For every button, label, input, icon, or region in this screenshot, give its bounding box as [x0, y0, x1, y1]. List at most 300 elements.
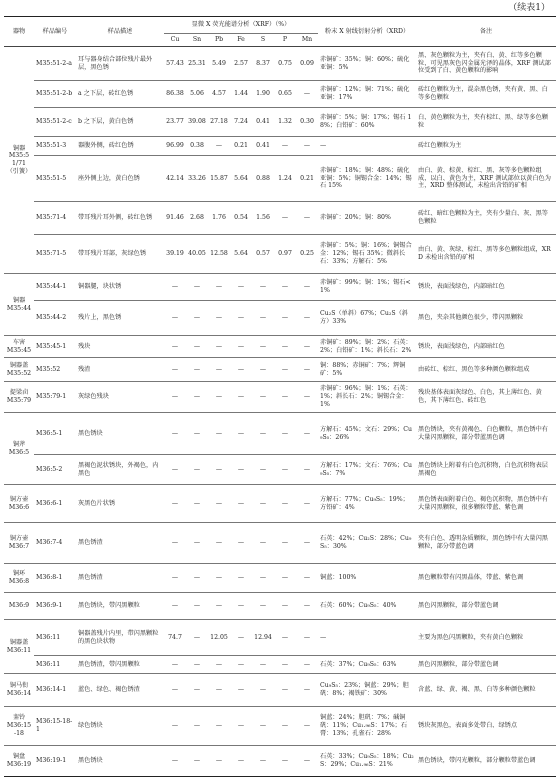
xrf-cu: — — [164, 707, 186, 746]
xrf-p: — — [274, 413, 296, 455]
header-row — [4, 17, 556, 34]
sample-description: 带耳残片耳部，灰绿色锈 — [76, 235, 164, 274]
sample-id: M36:9-1 — [34, 593, 76, 620]
remarks: 黑色闪黑颗粒，部分带蓝色调 — [416, 656, 556, 674]
xrf-sn: — — [186, 336, 208, 358]
xrf-fe: — — [230, 746, 252, 777]
xrf-fe: — — [230, 564, 252, 593]
sample-id: M35:51-2-c — [34, 108, 76, 137]
xrf-mn: — — [296, 485, 318, 523]
xrf-fe: — — [230, 336, 252, 358]
xrf-mn: — — [296, 382, 318, 413]
artifact-number: M36:7 — [8, 543, 30, 550]
xrf-s: — — [252, 674, 274, 707]
xrf-p: — — [274, 274, 296, 301]
sample-description: 灰黑色片状锈 — [76, 485, 164, 523]
xrf-p: — — [274, 202, 296, 235]
table-header — [4, 17, 556, 47]
artifact-name: 铜斧 — [12, 440, 26, 448]
xrf-p: — — [274, 656, 296, 674]
xrd-result: 铜蓝：24%；胆矾：7%；碱铜矾：11%；Cu₁.₉₆S：17%；石膏：13%；孔雀石：28% — [318, 707, 416, 746]
sample-id: M35:51-3 — [34, 137, 76, 156]
xrf-cu: — — [164, 746, 186, 777]
xrf-mn: 0.30 — [296, 108, 318, 137]
sample-row — [4, 656, 556, 674]
xrf-s: — — [252, 523, 274, 564]
remarks: 黑、灰色颗粒为主，夹有白、黄、红等多色颗粒，可见黑灰色闪金属光泽的晶体，XRF 测试部位受到了白、黄色颗粒的影响 — [416, 47, 556, 81]
sample-row — [4, 235, 556, 274]
xrf-cu: — — [164, 413, 186, 455]
xrf-cu: 23.77 — [164, 108, 186, 137]
xrf-sn: — — [186, 674, 208, 707]
artifact-name: 车害 — [12, 338, 26, 346]
header-remarks: 备注 — [416, 17, 556, 47]
xrf-cu: — — [164, 674, 186, 707]
xrf-pb: 12.05 — [208, 620, 230, 656]
analysis-table — [4, 16, 556, 777]
xrd-result: 赤铜矿：35%；铜：60%；硫化亚铜：5% — [318, 47, 416, 81]
sample-description: 黑色锈渣 — [76, 564, 164, 593]
artifact-name: 铜器 — [12, 144, 26, 152]
remarks: 黑色锈块上附着有白色沉积物，白色沉积物表层黑褐色 — [416, 455, 556, 485]
header-element-cu: Cu — [164, 34, 186, 47]
xrf-mn: 0.25 — [296, 235, 318, 274]
xrf-p: — — [274, 301, 296, 336]
xrf-pb: 15.87 — [208, 156, 230, 202]
xrf-s: — — [252, 485, 274, 523]
xrf-mn: — — [296, 81, 318, 108]
xrf-pb: — — [208, 707, 230, 746]
xrf-pb: — — [208, 301, 230, 336]
xrd-result: 石英：60%；Cu₉S₅：40% — [318, 593, 416, 620]
xrd-result: 方解石：45%；文石：29%；Cu₉S₅：26% — [318, 413, 416, 455]
remarks: 由砖红、棕红、黑色等多种颜色颗粒组成 — [416, 358, 556, 382]
xrf-cu: — — [164, 656, 186, 674]
xrf-s: — — [252, 382, 274, 413]
remarks: 由白、黄、灰绿、棕红、黑等多色颗粒组成，XRD 未检出含铅的矿相 — [416, 235, 556, 274]
sample-id: M35:51-2-a — [34, 47, 76, 81]
sample-row — [4, 108, 556, 137]
xrf-cu: — — [164, 523, 186, 564]
xrf-cu: 86.38 — [164, 81, 186, 108]
xrf-fe: — — [230, 274, 252, 301]
xrf-sn: — — [186, 274, 208, 301]
sample-id: M35:71-4 — [34, 202, 76, 235]
xrf-cu: — — [164, 455, 186, 485]
xrd-result: 赤铜矿：99%；铜：1%；锡石<1% — [318, 274, 416, 301]
xrf-pb: — — [208, 485, 230, 523]
xrf-p: — — [274, 485, 296, 523]
sample-description: a 之下层，砖红色锈 — [76, 81, 164, 108]
xrf-mn: — — [296, 413, 318, 455]
sample-row — [4, 137, 556, 156]
xrf-s: — — [252, 455, 274, 485]
sample-id: M35:79-1 — [34, 382, 76, 413]
xrf-s: 0.41 — [252, 108, 274, 137]
remarks: 残块基体表面灰绿色、白色，其上薄红色、黄色，其下薄红色、砖红色 — [416, 382, 556, 413]
artifact-cell — [4, 274, 34, 336]
xrf-s: 12.94 — [252, 620, 274, 656]
xrf-sn: — — [186, 656, 208, 674]
xrd-result: 铜蓝：100% — [318, 564, 416, 593]
xrf-fe: — — [230, 674, 252, 707]
xrf-pb: — — [208, 382, 230, 413]
sample-description: 绿色锈块 — [76, 707, 164, 746]
sample-description: 黑色锈渣 — [76, 523, 164, 564]
table-body — [4, 47, 556, 777]
xrf-mn: — — [296, 301, 318, 336]
artifact-cell — [4, 707, 34, 746]
xrd-result: 石英：37%；Cu₉S₅：63% — [318, 656, 416, 674]
xrf-mn: — — [296, 202, 318, 235]
xrf-p: — — [274, 746, 296, 777]
xrd-result: — — [318, 137, 416, 156]
artifact-cell — [4, 358, 34, 382]
xrf-s: — — [252, 656, 274, 674]
sample-row — [4, 523, 556, 564]
sample-row — [4, 336, 556, 358]
artifact-name: 铜器盖 — [9, 361, 29, 369]
artifact-number: M36:14 — [6, 690, 32, 697]
xrf-sn: — — [186, 564, 208, 593]
sample-description: 铜器盖残片内里，带闪黑颗粒的黑色块状物 — [76, 620, 164, 656]
sample-id: M36:11 — [34, 620, 76, 656]
xrf-fe: — — [230, 707, 252, 746]
header-element-s: S — [252, 34, 274, 47]
header-artifact: 器物 — [4, 17, 34, 47]
artifact-name: 铜方壶 — [9, 535, 29, 543]
artifact-name: 銮铃 — [12, 714, 26, 722]
xrf-pb: 5.49 — [208, 47, 230, 81]
artifact-cell — [4, 746, 34, 777]
artifact-cell — [4, 413, 34, 485]
artifact-number: M35:79 — [6, 397, 32, 404]
xrd-result: 赤铜矿：89%；铜：2%；石英：2%；白铅矿：1%；斜长石：2% — [318, 336, 416, 358]
xrf-cu: 91.46 — [164, 202, 186, 235]
xrf-cu: 42.14 — [164, 156, 186, 202]
remarks: 主要为黑色闪黑颗粒，夹有黄白色颗粒 — [416, 620, 556, 656]
xrf-p: — — [274, 707, 296, 746]
sample-id: M36:5-2 — [34, 455, 76, 485]
xrd-result: — — [318, 620, 416, 656]
sample-description: 器腹外侧，砖红色锈 — [76, 137, 164, 156]
sample-description: 座外侧上边，黄白色锈 — [76, 156, 164, 202]
xrf-pb: 12.58 — [208, 235, 230, 274]
xrf-cu: 74.7 — [164, 620, 186, 656]
remarks: 夹有白色、透明杂质颗粒，黑色锈中有大量闪黑颗粒，部分带蓝色调 — [416, 523, 556, 564]
xrf-p: 0.97 — [274, 235, 296, 274]
xrd-result: 赤铜矿：5%；铜：17%；锡石 18%；白铅矿：60% — [318, 108, 416, 137]
xrd-result: Cu₂S（单斜）67%；Cu₂S（斜方）33% — [318, 301, 416, 336]
xrf-pb: — — [208, 137, 230, 156]
xrf-sn: — — [186, 455, 208, 485]
xrf-p: 1.24 — [274, 156, 296, 202]
sample-row — [4, 564, 556, 593]
xrf-mn: — — [296, 746, 318, 777]
xrf-fe: — — [230, 620, 252, 656]
header-element-mn: Mn — [296, 34, 318, 47]
sample-description: 残渣 — [76, 358, 164, 382]
xrf-mn: — — [296, 564, 318, 593]
remarks: 黑色闪黑颗粒，部分带蓝色调 — [416, 593, 556, 620]
xrd-result: 方解石：77%；Cu₉S₅：19%；方铅矿：4% — [318, 485, 416, 523]
xrf-fe: 0.21 — [230, 137, 252, 156]
xrf-mn: — — [296, 336, 318, 358]
artifact-name: 铜环 — [12, 570, 26, 578]
remarks: 黑色锈块，带闪光颗粒，部分颗粒带蓝色调 — [416, 746, 556, 777]
artifact-cell — [4, 564, 34, 593]
sample-description: 铜器腿，块状锈 — [76, 274, 164, 301]
sample-description: 带耳残片耳外侧，砖红色锈 — [76, 202, 164, 235]
artifact-number: M35:44 — [6, 304, 32, 312]
xrf-sn: 39.08 — [186, 108, 208, 137]
xrf-s: 0.88 — [252, 156, 274, 202]
xrf-s: 0.57 — [252, 235, 274, 274]
xrf-cu: 39.19 — [164, 235, 186, 274]
xrf-p: — — [274, 382, 296, 413]
artifact-note: （引簧） — [6, 167, 32, 175]
xrd-result: 方解石：17%；文石：76%；Cu₉S₅：7% — [318, 455, 416, 485]
sample-row — [4, 674, 556, 707]
sample-row — [4, 620, 556, 656]
sample-row — [4, 358, 556, 382]
xrf-s: 1.56 — [252, 202, 274, 235]
xrf-s: 0.41 — [252, 137, 274, 156]
xrf-p: — — [274, 455, 296, 485]
xrf-fe: — — [230, 523, 252, 564]
xrf-cu: — — [164, 358, 186, 382]
header-element-p: P — [274, 34, 296, 47]
xrf-sn: — — [186, 301, 208, 336]
xrf-fe: — — [230, 593, 252, 620]
sample-row — [4, 202, 556, 235]
xrf-pb: 1.76 — [208, 202, 230, 235]
sample-row — [4, 81, 556, 108]
xrf-s: — — [252, 564, 274, 593]
sample-id: M35:45-1 — [34, 336, 76, 358]
xrf-mn: — — [296, 137, 318, 156]
artifact-name: 铜方壶 — [9, 495, 29, 503]
remarks: 由白、黄、棕黄、棕红、黑、灰等多色颗粒组成，以白、黄色为主，XRF 测试部位以黄白色为主，XRD 整体测试，未检出含铅的矿相 — [416, 156, 556, 202]
artifact-cell — [4, 485, 34, 523]
remarks: 白、黄色颗粒为主，夹有棕红、黑、绿等多色颗粒 — [416, 108, 556, 137]
sample-id: M36:6-1 — [34, 485, 76, 523]
xrf-s: — — [252, 707, 274, 746]
xrf-fe: 5.64 — [230, 156, 252, 202]
xrf-cu: 96.99 — [164, 137, 186, 156]
artifact-number: M36:15-18 — [6, 722, 32, 737]
artifact-cell — [4, 382, 34, 413]
xrf-p: — — [274, 358, 296, 382]
xrd-result: Cu₉S₅：23%；铜蓝：29%；胆矾：8%；褐铁矿：30% — [318, 674, 416, 707]
artifact-number: M36:8 — [8, 578, 30, 585]
remarks: 锈块，表面浅绿色，内部暗红色 — [416, 336, 556, 358]
xrf-mn: — — [296, 707, 318, 746]
xrf-sn: — — [186, 382, 208, 413]
xrf-sn: — — [186, 746, 208, 777]
artifact-cell — [4, 47, 34, 274]
xrf-mn: — — [296, 593, 318, 620]
xrf-pb: — — [208, 274, 230, 301]
xrf-fe: 1.44 — [230, 81, 252, 108]
sample-description: 黑褐色泥状锈块，外褐色，内黑色 — [76, 455, 164, 485]
xrf-pb: — — [208, 358, 230, 382]
sample-row — [4, 707, 556, 746]
sample-row — [4, 593, 556, 620]
sample-description: 耳与器身结合部位残片最外层，黑色锈 — [76, 47, 164, 81]
xrf-pb: — — [208, 564, 230, 593]
xrf-cu: — — [164, 485, 186, 523]
artifact-number: M36:19 — [6, 761, 32, 768]
xrf-mn: — — [296, 274, 318, 301]
artifact-cell — [4, 620, 34, 674]
xrf-sn: 33.26 — [186, 156, 208, 202]
xrf-s: — — [252, 301, 274, 336]
xrf-p: 1.32 — [274, 108, 296, 137]
xrf-sn: — — [186, 358, 208, 382]
sample-id: M36:11 — [34, 656, 76, 674]
header-element-fe: Fe — [230, 34, 252, 47]
sample-id: M36:7-4 — [34, 523, 76, 564]
xrf-p: 0.75 — [274, 47, 296, 81]
xrf-cu: — — [164, 274, 186, 301]
xrf-sn: — — [186, 485, 208, 523]
xrf-mn: 0.21 — [296, 156, 318, 202]
xrf-mn: — — [296, 523, 318, 564]
xrf-s: — — [252, 274, 274, 301]
remarks: 砖红、暗红色颗粒为主，夹有少量白、灰、黑等色颗粒 — [416, 202, 556, 235]
artifact-number: M36:9 — [8, 602, 30, 610]
artifact-name: 提梁卣 — [9, 389, 29, 397]
artifact-number: M36:5 — [8, 448, 30, 456]
sample-row — [4, 301, 556, 336]
remarks: 锈块，表面浅绿色，内部暗红色 — [416, 274, 556, 301]
artifact-number: M36:11 — [6, 646, 32, 654]
sample-id: M36:15-18-1 — [34, 707, 76, 746]
sample-id: M35:71-5 — [34, 235, 76, 274]
sample-row — [4, 746, 556, 777]
sample-description: 黑色锈渣，带闪黑颗粒 — [76, 656, 164, 674]
artifact-cell — [4, 523, 34, 564]
artifact-number: M35:52 — [6, 369, 32, 377]
xrf-p: — — [274, 137, 296, 156]
sample-id: M35:51-5 — [34, 156, 76, 202]
sample-description: 灰绿色残块 — [76, 382, 164, 413]
sample-id: M35:44-2 — [34, 301, 76, 336]
xrf-sn: — — [186, 593, 208, 620]
remarks: 黑色锈块，夹有黄褐色、白色颗粒，黑色锈中有大量闪黑颗粒，部分带蓝黑色调 — [416, 413, 556, 455]
xrf-fe: — — [230, 382, 252, 413]
artifact-cell — [4, 593, 34, 620]
xrf-fe: 2.57 — [230, 47, 252, 81]
xrf-mn: — — [296, 455, 318, 485]
xrf-p: 0.65 — [274, 81, 296, 108]
artifact-name: 铜马衔 — [9, 682, 29, 690]
sample-id: M36:5-1 — [34, 413, 76, 455]
xrd-result: 赤铜矿：20%；铜：80% — [318, 202, 416, 235]
artifact-cell — [4, 674, 34, 707]
sample-description: 残块 — [76, 336, 164, 358]
remarks: 锈块灰黑色，表面多处带白、绿锈点 — [416, 707, 556, 746]
remarks: 砖红色颗粒为主，混杂黑色锈，夹有黄、黑、白等多色颗粒 — [416, 81, 556, 108]
xrf-fe: 5.64 — [230, 235, 252, 274]
remarks: 黑色，夹杂其他颜色很少，带闪黑颗粒 — [416, 301, 556, 336]
xrd-result: 赤铜矿：12%；铜：71%；硫化亚铜：17% — [318, 81, 416, 108]
sample-row — [4, 274, 556, 301]
xrf-cu: — — [164, 336, 186, 358]
artifact-name: 铜器盖 — [9, 638, 29, 646]
header-xrf: 显微 X 荧光能谱分析（XRF）（%） — [164, 17, 318, 34]
header-description: 样品描述 — [76, 17, 164, 47]
artifact-name: 铜器 — [12, 296, 26, 304]
xrf-cu: — — [164, 564, 186, 593]
xrf-s: 8.37 — [252, 47, 274, 81]
xrf-p: — — [274, 674, 296, 707]
xrf-sn: 0.38 — [186, 137, 208, 156]
sample-row — [4, 156, 556, 202]
xrf-p: — — [274, 523, 296, 564]
remarks: 黑色锈表面附着白色、褐色沉积物，黑色锈中有大量闪黑颗粒，很多颗粒带蓝、紫色调 — [416, 485, 556, 523]
xrf-fe: — — [230, 656, 252, 674]
xrf-fe: — — [230, 485, 252, 523]
xrf-pb: — — [208, 746, 230, 777]
xrf-sn: — — [186, 707, 208, 746]
header-element-pb: Pb — [208, 34, 230, 47]
xrd-result: 石英：42%；Cu₂S：28%；Cu₉S₅：30% — [318, 523, 416, 564]
xrf-fe: 7.24 — [230, 108, 252, 137]
sample-description: 黑色锈块，带闪黑颗粒 — [76, 593, 164, 620]
xrf-mn: — — [296, 358, 318, 382]
xrf-p: — — [274, 564, 296, 593]
xrd-result: 赤铜矿：5%；铜：16%；铜锡合金：12%；锡石 35%；微斜长石：33%；方解石：5% — [318, 235, 416, 274]
xrf-pb: — — [208, 336, 230, 358]
xrf-p: — — [274, 620, 296, 656]
artifact-name: 铜盘 — [12, 753, 26, 761]
xrf-pb: 4.57 — [208, 81, 230, 108]
sample-row — [4, 47, 556, 81]
sample-id: M36:14-1 — [34, 674, 76, 707]
header-xrd: 粉末 X 射线衍射分析（XRD） — [318, 17, 416, 47]
artifact-number: M35:51/71 — [8, 152, 30, 167]
xrf-pb: 27.18 — [208, 108, 230, 137]
remarks: 黑色颗粒带有闪黑晶体，带蓝、紫色调 — [416, 564, 556, 593]
sample-description: 残片上，黑色锈 — [76, 301, 164, 336]
xrf-pb: — — [208, 523, 230, 564]
xrf-fe: — — [230, 455, 252, 485]
remarks: 砖红色颗粒为主 — [416, 137, 556, 156]
artifact-number: M36:6 — [8, 503, 30, 511]
xrf-sn: — — [186, 620, 208, 656]
xrf-sn: 25.31 — [186, 47, 208, 81]
xrf-fe: 0.54 — [230, 202, 252, 235]
remarks: 含蓝、绿、黄、褐、黑、白等多种颜色颗粒 — [416, 674, 556, 707]
sample-description: 蓝色、绿色、褐色锈渣 — [76, 674, 164, 707]
xrf-s: — — [252, 358, 274, 382]
xrf-cu: — — [164, 382, 186, 413]
xrf-pb: — — [208, 656, 230, 674]
sample-id: M35:51-2-b — [34, 81, 76, 108]
sample-description: 黑色锈块 — [76, 413, 164, 455]
sample-description: b 之下层，黄白色锈 — [76, 108, 164, 137]
xrf-s: — — [252, 593, 274, 620]
xrf-fe: — — [230, 358, 252, 382]
xrf-p: — — [274, 336, 296, 358]
xrf-s: — — [252, 413, 274, 455]
sample-row — [4, 382, 556, 413]
header-sample-id: 样品编号 — [34, 17, 76, 47]
artifact-cell — [4, 336, 34, 358]
xrd-result: 铜：88%；赤铜矿：7%；辉铜矿：5% — [318, 358, 416, 382]
